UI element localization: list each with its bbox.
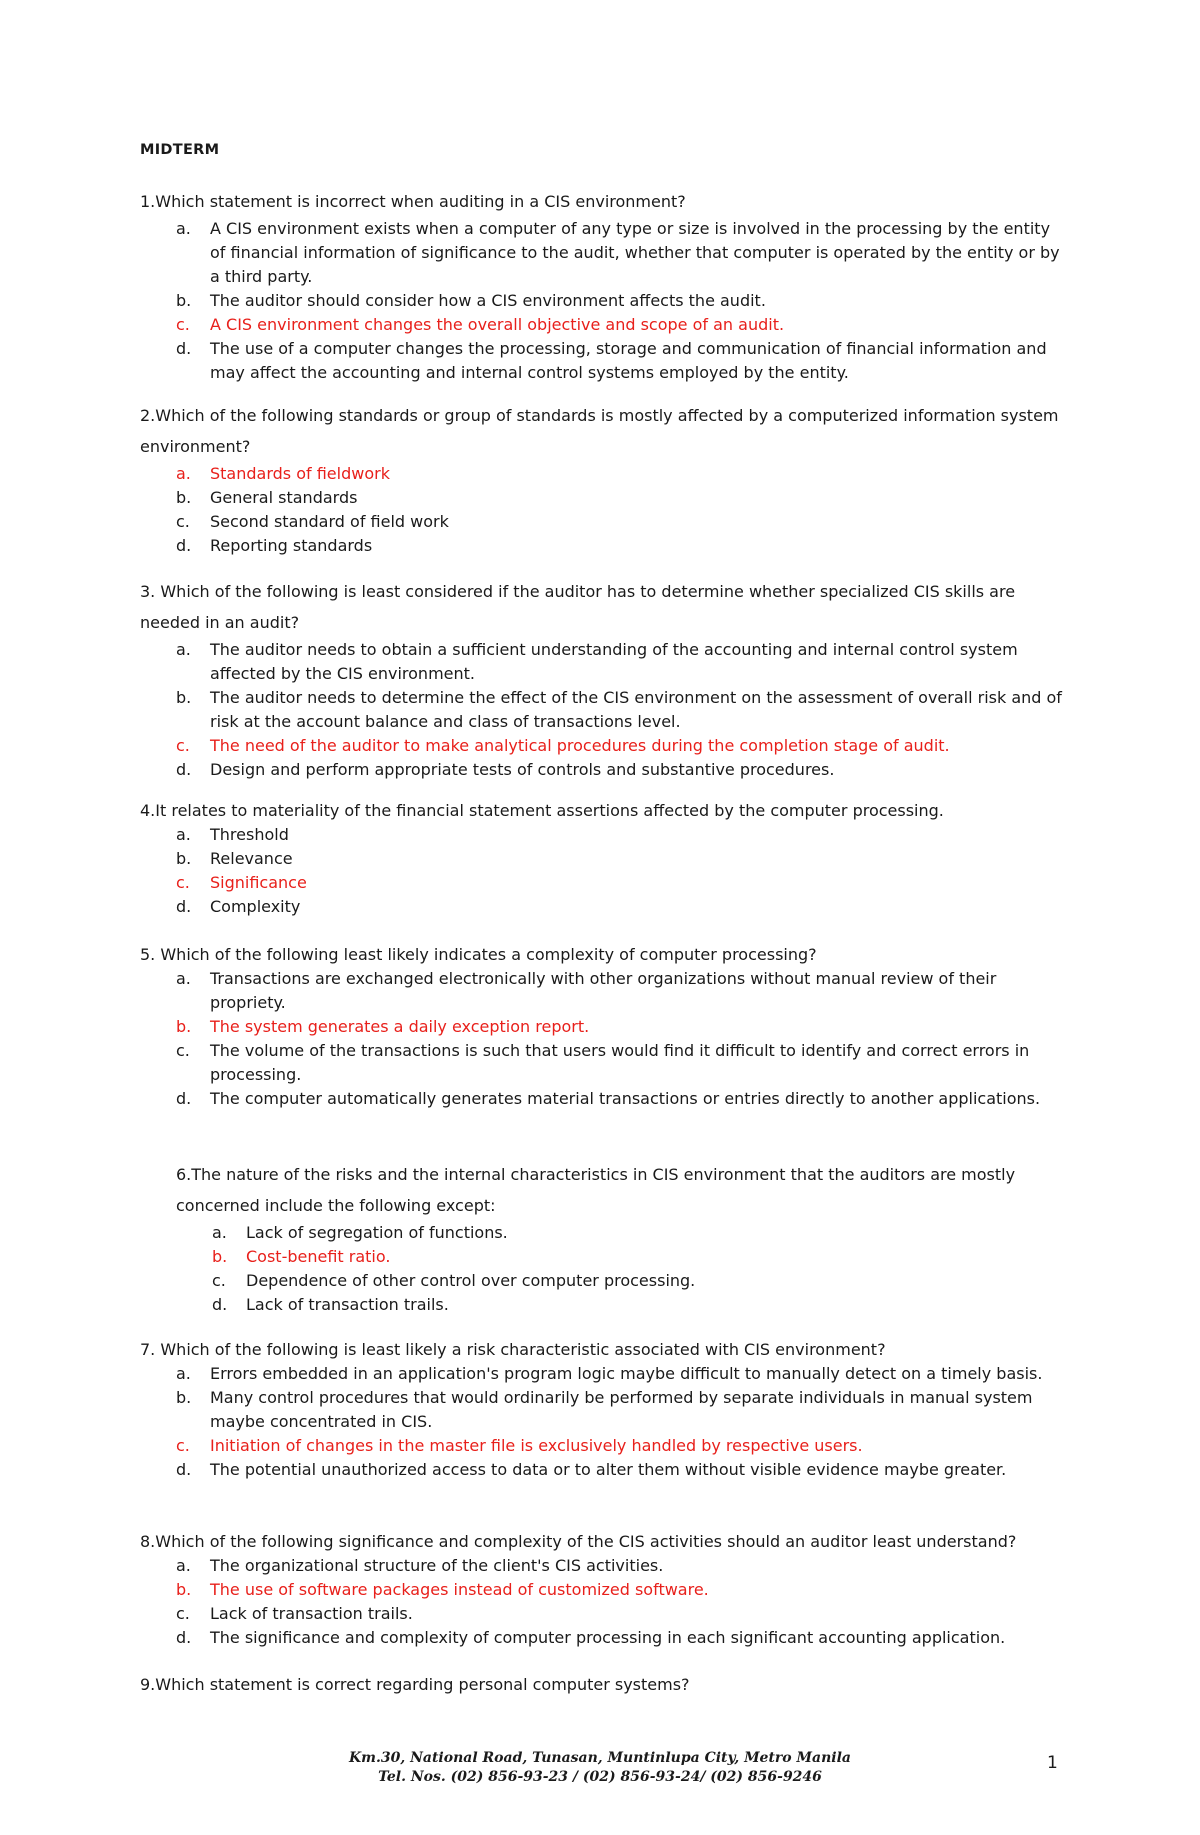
option: b. General standards [176,488,358,507]
option-list [140,823,1065,919]
option-list [176,1221,1066,1317]
option: d. The significance and complexity of computer processing in each significant accounting application. [176,1628,1006,1647]
option: c. Lack of transaction trails. [176,1604,413,1623]
option: c. Dependence of other control over computer processing. [212,1271,696,1290]
question-6 [176,1159,1066,1317]
option-correct-answer: c. A CIS environment changes the overall objective and scope of an audit. [176,315,785,334]
question-stem: 3. Which of the following is least considered if the auditor has to determine whether specialized CIS skills are needed in an audit? [140,582,1016,632]
page-title: MIDTERM [140,142,220,158]
option: d. Reporting standards [176,536,373,555]
question-7 [140,1338,1065,1482]
option: d. Lack of transaction trails. [212,1295,449,1314]
option: a. Lack of segregation of functions. [212,1223,508,1242]
option: d. The computer automatically generates material transactions or entries directly to another applications. [176,1089,1041,1108]
question-2 [140,400,1065,558]
option: b. The auditor needs to determine the effect of the CIS environment on the assessment of overall risk and of risk at the account balance and class of transactions level. [176,688,1062,731]
question-stem: 7. Which of the following is least likely a risk characteristic associated with CIS environment? [140,1340,886,1359]
option-correct-answer: b. The system generates a daily exception report. [176,1017,590,1036]
footer-address: Km.30, National Road, Tunasan, Muntinlupa City, Metro Manila [349,1750,851,1766]
option-correct-answer: c. The need of the auditor to make analytical procedures during the completion stage of audit. [176,736,950,755]
question-9 [140,1673,1065,1697]
page-number: 1 [1047,1753,1058,1773]
question-1 [140,186,1065,385]
option-correct-answer: c. Significance [176,873,307,892]
option: a. Transactions are exchanged electronically with other organizations without manual review of their propriety. [176,969,997,1012]
option: a. The organizational structure of the client's CIS activities. [176,1556,664,1575]
option-correct-answer: b. The use of software packages instead of customized software. [176,1580,709,1599]
page-footer [0,1749,1200,1787]
question-stem: 9.Which statement is correct regarding personal computer systems? [140,1675,690,1694]
question-stem: 2.Which of the following standards or group of standards is mostly affected by a computerized information system environment? [140,406,1059,456]
footer-telephone: Tel. Nos. (02) 856-93-23 / (02) 856-93-24/ (02) 856-9246 [378,1769,822,1785]
option: a. Threshold [176,825,289,844]
question-8 [140,1530,1065,1650]
option: c. The volume of the transactions is such that users would find it difficult to identify and correct errors in processing. [176,1041,1030,1084]
question-stem: 5. Which of the following least likely indicates a complexity of computer processing? [140,945,817,964]
option-correct-answer: c. Initiation of changes in the master file is exclusively handled by respective users. [176,1436,863,1455]
option: d. The use of a computer changes the processing, storage and communication of financial information and may affect the accounting and internal control systems employed by the entity. [176,339,1047,382]
option: b. The auditor should consider how a CIS environment affects the audit. [176,291,766,310]
question-stem: 4.It relates to materiality of the financial statement assertions affected by the computer processing. [140,801,944,820]
option-list [140,1554,1065,1650]
option: a. The auditor needs to obtain a sufficient understanding of the accounting and internal control system affected by the CIS environment. [176,640,1018,683]
question-stem: 6.The nature of the risks and the internal characteristics in CIS environment that the auditors are mostly concerned include the following except: [176,1165,1016,1215]
option-list [140,638,1065,782]
option: d. The potential unauthorized access to data or to alter them without visible evidence maybe greater. [176,1460,1007,1479]
option: b. Relevance [176,849,293,868]
option-correct-answer: a. Standards of fieldwork [176,464,390,483]
option-list [140,1362,1065,1482]
option: c. Second standard of field work [176,512,449,531]
question-4 [140,799,1065,919]
option: a. Errors embedded in an application's program logic maybe difficult to manually detect on a timely basis. [176,1364,1043,1383]
option-correct-answer: b. Cost-benefit ratio. [212,1247,391,1266]
option: d. Complexity [176,897,301,916]
question-stem: 1.Which statement is incorrect when auditing in a CIS environment? [140,192,686,211]
question-5 [140,943,1065,1111]
option-list [140,967,1065,1111]
question-stem: 8.Which of the following significance and complexity of the CIS activities should an auditor least understand? [140,1532,1017,1551]
option-list [140,462,1065,558]
question-3 [140,576,1065,782]
option-list [140,217,1065,385]
option: a. A CIS environment exists when a computer of any type or size is involved in the processing by the entity of financial information of significance to the audit, whether that computer is operated by the entity or by a third party. [176,219,1060,286]
option: d. Design and perform appropriate tests of controls and substantive procedures. [176,760,835,779]
option: b. Many control procedures that would ordinarily be performed by separate individuals in manual system maybe concentrated in CIS. [176,1388,1033,1431]
